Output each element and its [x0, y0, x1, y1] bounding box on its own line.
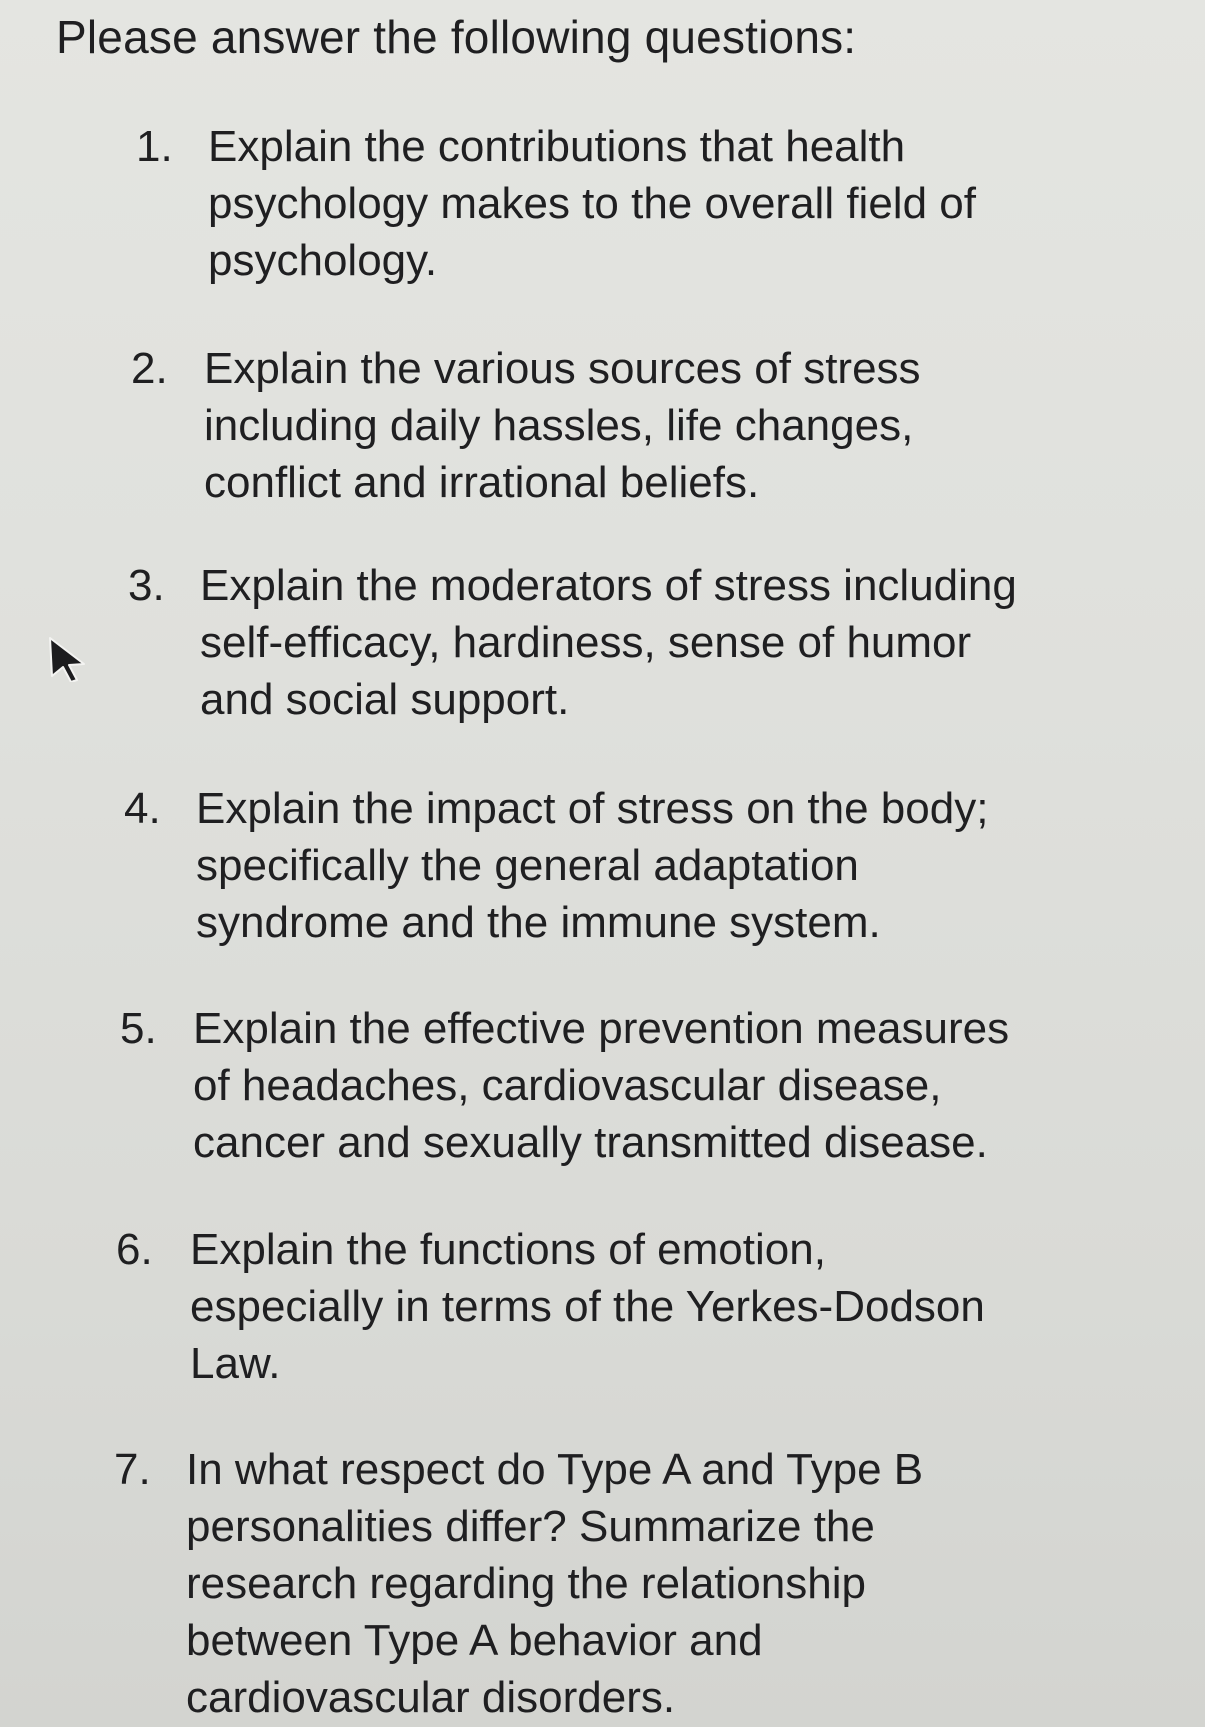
question-number: 2.	[131, 344, 168, 393]
question-number: 4.	[124, 784, 161, 833]
question-text: Explain the functions of emotion, especially in terms of the Yerkes-Dodson Law.	[190, 1225, 985, 1388]
question-text: Explain the moderators of stress including self-efficacy, hardiness, sense of humor and social support.	[200, 561, 1017, 724]
question-text: In what respect do Type A and Type B personalities differ? Summarize the research regarding the relationship between Type A behavior and cardiovascular disorders.	[186, 1445, 924, 1722]
question-number: 3.	[128, 561, 165, 610]
question-text: Explain the contributions that health psychology makes to the overall field of psychology.	[208, 122, 976, 285]
question-number: 7.	[114, 1445, 151, 1494]
question-text: Explain the effective prevention measures of headaches, cardiovascular disease, cancer and sexually transmitted disease.	[193, 1004, 1010, 1167]
question-number: 5.	[120, 1004, 157, 1053]
mouse-pointer-arrow-icon	[44, 636, 90, 682]
question-text: Explain the impact of stress on the body; specifically the general adaptation syndrome and the immune system.	[196, 784, 989, 947]
question-number: 6.	[116, 1225, 153, 1274]
question-number: 1.	[136, 122, 173, 171]
question-text: Explain the various sources of stress including daily hassles, life changes, conflict and irrational beliefs.	[204, 344, 921, 507]
instructions-heading: Please answer the following questions:	[56, 11, 857, 63]
